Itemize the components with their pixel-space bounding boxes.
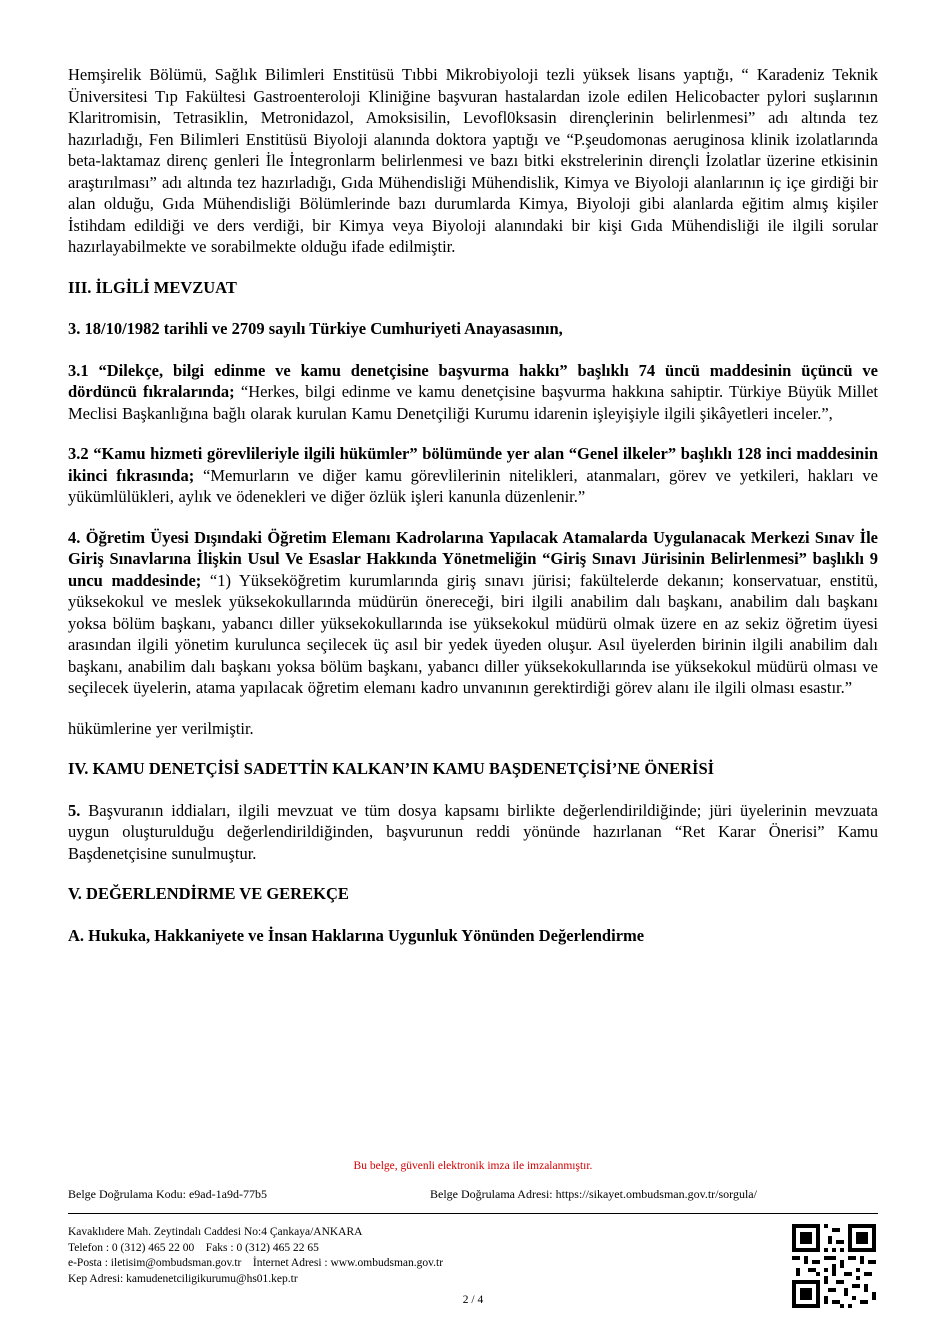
footer-divider bbox=[68, 1213, 878, 1214]
phone-fax-line: Telefon : 0 (312) 465 22 00 Faks : 0 (312) 465 22 65 bbox=[68, 1241, 319, 1254]
document-body bbox=[68, 64, 878, 966]
item-3-heading: 3. 18/10/1982 tarihli ve 2709 sayılı Türkiye Cumhuriyeti Anayasasının, bbox=[68, 319, 563, 338]
item-5-text: Başvuranın iddiaları, ilgili mevzuat ve tüm dosya kapsamı birlikte değerlendirildiğinde; jüri üyelerinin mevzuata uygun oluşturulduğu değerlendirildiğinden, başvurunun reddi yönünde hazırlanan “Ret Karar Önerisi” Kamu Başdenetçisine sunulmuştur. bbox=[68, 800, 878, 863]
address-line: Kavaklıdere Mah. Zeytindalı Caddesi No:4 Çankaya/ANKARA bbox=[68, 1226, 363, 1238]
kep-line: Kep Adresi: kamudenetciligikurumu@hs01.kep.tr bbox=[68, 1272, 298, 1285]
item-3-1-quote: “Herkes, bilgi edinme ve kamu denetçisine başvurma hakkına sahiptir. Türkiye Büyük Millet Meclisi Başkanlığına bağlı olarak kurulan Kamu Denetçiliği Kurumu idarenin işleyişiyle ilgili şikâyetleri inceler.”, bbox=[68, 382, 878, 423]
item-3-1-paragraph bbox=[68, 360, 878, 425]
item-3-2-quote: “Memurların ve diğer kamu görevlilerinin nitelikleri, atanmaları, görev ve yetkileri, hakları ve yükümlülükleri, aylık ve ödenekleri ve diğer özlük işleri kanunla düzenlenir.” bbox=[68, 465, 878, 506]
signature-note: Bu belge, güvenli elektronik imza ile imzalanmıştır. bbox=[353, 1160, 593, 1172]
item-4-quote: “1) Yükseköğretim kurumlarında giriş sınavı jürisi; fakültelerde dekanın; konservatuar, enstitü, yüksekokul ve meslek yüksekokullarında müdürün önereceği, biri ilgili anabilim dalı başkanı, anabilim dalı başkanı yoksa bölüm başkanı, yabancı diller yüksekokullarında ise yüksekokul müdürü olmak üzere en az sekiz öğretim üyesi arasından ilgili yönetim kurulunca seçilecek üç asıl bir yedek üyeden oluşur. Asıl üyelerden birinin ilgili anabilim dalı başkanı, anabilim dalı başkanı yoksa bölüm başkanı, yabancı diller yüksekokullarında ise yüksekokul müdürü olması ve seçilecek üyelerin, atama yapılacak öğretim elemanı kadro unvanının gerektirdiği görev alanı ile ilgili olması esastır.” bbox=[68, 570, 879, 697]
section-heading-3: III. İLGİLİ MEVZUAT bbox=[68, 277, 237, 297]
closing-line: hükümlerine yer verilmiştir. bbox=[68, 718, 254, 738]
item-3-1-title: 3.1 “Dilekçe, bilgi edinme ve kamu denetçisine başvurma hakkı” başlıklı 74 üncü maddesinin üçüncü ve dördüncü fıkralarında; bbox=[68, 360, 878, 401]
item-3-2-paragraph bbox=[68, 443, 878, 508]
verification-address[interactable]: Belge Doğrulama Adresi: https://sikayet.ombudsman.gov.tr/sorgula/ bbox=[430, 1187, 757, 1201]
item-4-paragraph bbox=[68, 527, 878, 699]
item-4-title: 4. Öğretim Üyesi Dışındaki Öğretim Elemanı Kadrolarına Yapılacak Atamalarda Uygulanacak Merkezi Sınav İle Giriş Sınavlarına İlişkin Usul Ve Esaslar Hakkında Yönetmeliğin “Giriş Sınavı Jürisinin Belirlenmesi” başlıklı 9 uncu maddesinde; bbox=[68, 527, 878, 590]
email-web-line[interactable]: e-Posta : iletisim@ombudsman.gov.tr İnternet Adresi : www.ombudsman.gov.tr bbox=[68, 1257, 444, 1269]
page-number: 2 / 4 bbox=[462, 1294, 484, 1306]
subsection-heading-5a: A. Hukuka, Hakkaniyete ve İnsan Haklarına Uygunluk Yönünden Değerlendirme bbox=[68, 925, 645, 945]
item-5-number: 5. bbox=[68, 800, 81, 820]
contact-block bbox=[68, 1225, 878, 1287]
intro-paragraph: Hemşirelik Bölümü, Sağlık Bilimleri Enstitüsü Tıbbi Mikrobiyoloji tezli yüksek lisans yaptığı, “ Karadeniz Teknik Üniversitesi Tıp Fakültesi Gastroenteroloji Kliniğine başvuran hastalardan izole edilen Helicobacter pylori suşlarının Klaritromisin, Tetrasiklin, Metronidazol, Amoksisilin, Levofl0ksasin dirençlerinin belirlenmesi” adı altında tez hazırladığı, Fen Bilimleri Enstitüsü Biyoloji alanında doktora yaptığı ve “P.şeudomonas aeruginosa klinik izolatlarında beta-laktamaz direnç genleri İle İntegronlarm belirlenmesi ve bazı bitki ekstrelerinin dirençli İzolatlar üzerine etkisinin araştırılması” adı altında tez hazırladığı, Gıda Mühendisliği Mühendislik, Kimya ve Biyoloji alanlarının iç içe girdiği bir alan olduğu, Gıda Mühendisliği Bölümlerinde bazı durumlarda Kimya, Biyoloji gibi alanlarda eğitim almış kişiler İstihdam edildiği ve ders verdiği, bir Kimya veya Biyoloji alanındaki bir kişi Gıda Mühendisliği ile ilgili sorular hazırlayabilmekte ve sorabilmekte olduğu ifade edilmiştir. bbox=[68, 65, 878, 256]
item-3-2-title: 3.2 “Kamu hizmeti görevlileriyle ilgili hükümler” bölümünde yer alan “Genel ilkeler” başlıklı 128 inci maddesinin ikinci fıkrasında; bbox=[68, 444, 878, 485]
item-5-paragraph bbox=[68, 800, 878, 865]
verification-code: Belge Doğrulama Kodu: e9ad-1a9d-77b5 bbox=[68, 1187, 267, 1201]
section-heading-5: V. DEĞERLENDİRME VE GEREKÇE bbox=[68, 884, 349, 903]
verification-row bbox=[68, 1187, 878, 1203]
qr-code-icon bbox=[792, 1224, 876, 1308]
section-heading-4: IV. KAMU DENETÇİSİ SADETTİN KALKAN’IN KAMU BAŞDENETÇİSİ’NE ÖNERİSİ bbox=[68, 759, 715, 778]
